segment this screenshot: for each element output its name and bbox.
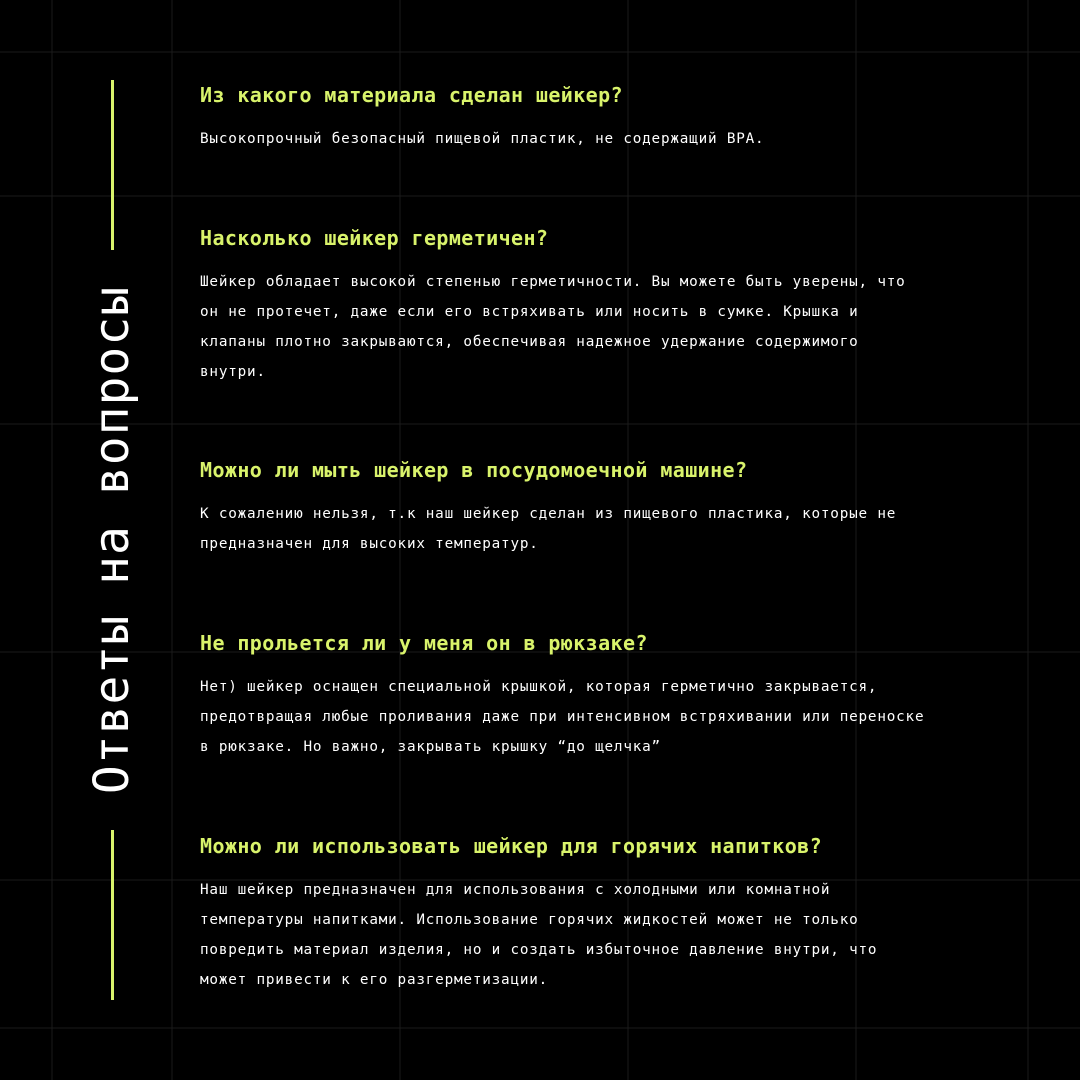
faq-answer: Высокопрочный безопасный пищевой пластик, не содержащий BPA. [200,131,765,147]
faq-question: Можно ли мыть шейкер в посудомоечной машине? [200,458,748,482]
sidebar-accent-line-bottom [111,830,114,1000]
faq-item [200,628,930,762]
faq-item [200,80,930,154]
faq-item [200,831,930,995]
faq-question: Насколько шейкер герметичен? [200,226,549,250]
sidebar-title: Ответы на вопросы [84,285,140,795]
sidebar-accent-line-top [111,80,114,250]
faq-answer: Наш шейкер предназначен для использования с холодными или комнатной температуры напитками. Использование горячих жидкостей может не только повредить материал изделия, но и создать избыточное давление внутри, что может привести к его разгерметизации. [200,882,878,988]
faq-answer: Шейкер обладает высокой степенью герметичности. Вы можете быть уверены, что он не протечет, даже если его встряхивать или носить в сумке. Крышка и клапаны плотно закрываются, обеспечивая надежное удержание содержимого внутри. [200,274,906,380]
faq-question: Из какого материала сделан шейкер? [200,83,623,107]
faq-answer: Нет) шейкер оснащен специальной крышкой, которая герметично закрывается, предотвращая любые проливания даже при интенсивном встряхивании или переноске в рюкзаке. Но важно, закрывать крышку “до щелчка” [200,679,925,755]
faq-item [200,223,930,387]
faq-item [200,455,930,559]
faq-answer: К сожалению нельзя, т.к наш шейкер сделан из пищевого пластика, которые не предназначен для высоких температур. [200,506,897,552]
faq-question: Можно ли использовать шейкер для горячих напитков? [200,834,823,858]
faq-question: Не прольется ли у меня он в рюкзаке? [200,631,648,655]
